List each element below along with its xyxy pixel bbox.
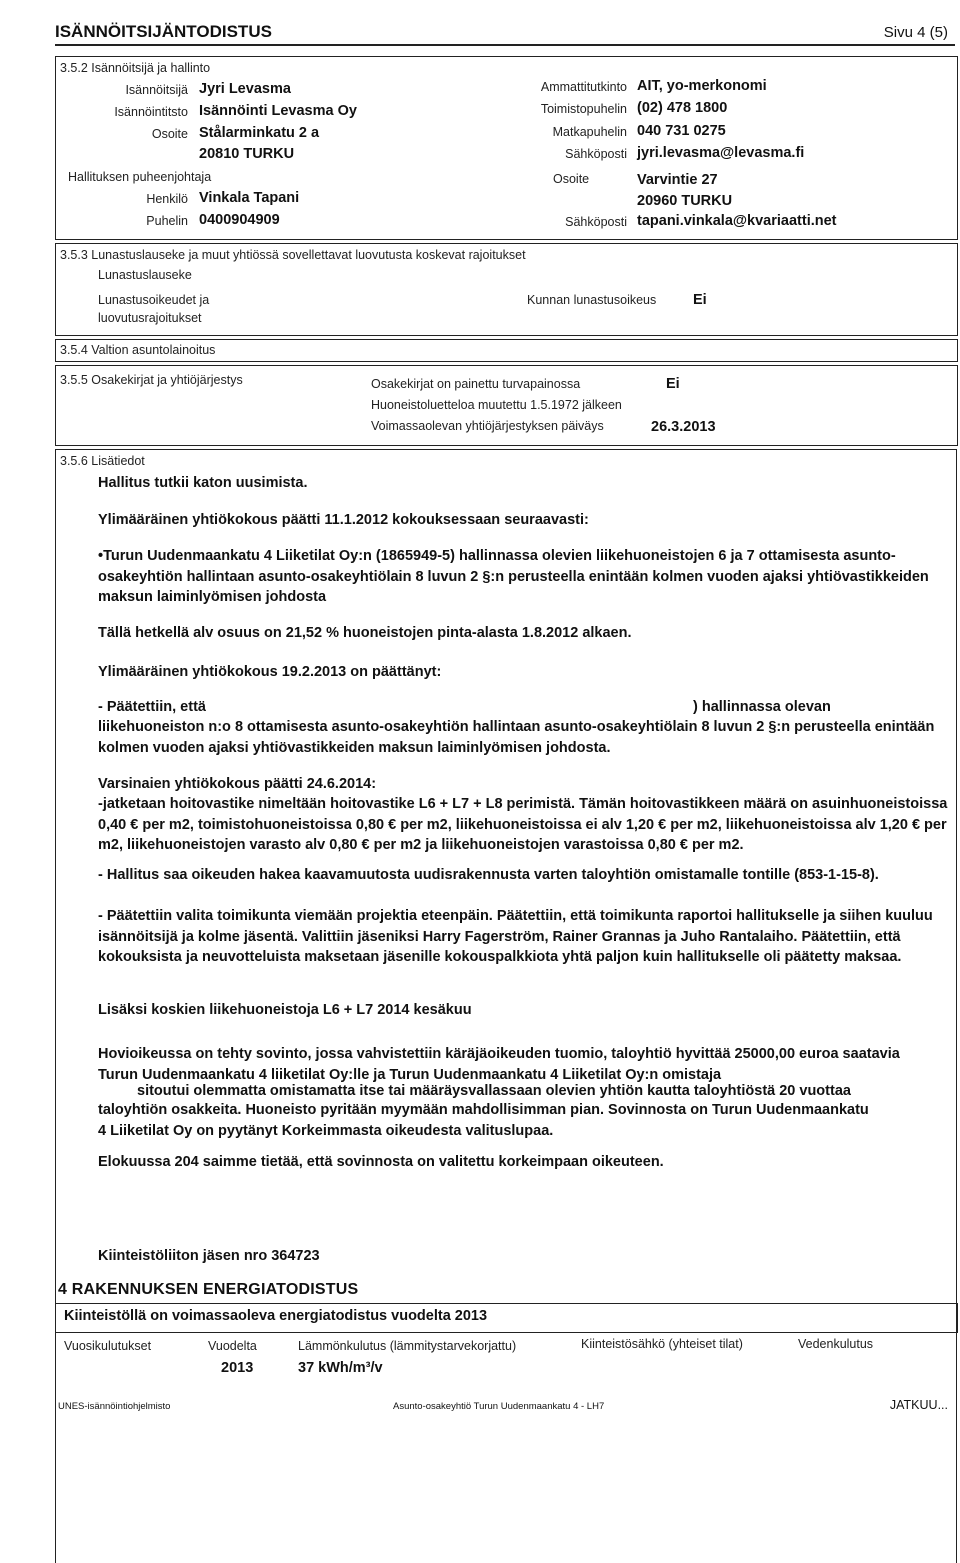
chair-person-value: Vinkala Tapani — [199, 190, 300, 206]
section-353-heading: 3.5.3 Lunastuslauseke ja muut yhtiössä sovellettavat luovutusta koskevat rajoitukset — [60, 248, 526, 262]
chair-phone-value: 0400904909 — [199, 212, 280, 228]
qualification-label: Ammattitutkinto — [540, 80, 627, 94]
info-decision-start: - Päätettiin, että — [98, 699, 206, 715]
redemption-rights-label: Lunastusoikeudet ja — [98, 293, 210, 307]
energy-heat-value: 37 kWh/m³/v — [298, 1360, 383, 1376]
energy-cert-text: Kiinteistöllä on voimassaoleva energiatodistus vuodelta 2013 — [64, 1308, 488, 1324]
chair-address-value: Varvintie 27 — [637, 172, 718, 188]
info-zoning-change: - Hallitus saa oikeuden hakea kaavamuutosta uudisrakennusta varten taloyhtiön omistamalle tontille (853-1-15-8). — [98, 867, 879, 883]
mobile-phone-label: Matkapuhelin — [552, 125, 627, 139]
chair-email-label: Sähköposti — [565, 215, 627, 229]
info-meeting-2013: Ylimääräinen yhtiökokous 19.2.2013 on päättänyt: — [98, 664, 442, 680]
articles-date-value: 26.3.2013 — [651, 419, 716, 435]
qualification-value: AIT, yo-merkonomi — [637, 78, 767, 94]
management-company-value: Isännöinti Levasma Oy — [199, 103, 357, 119]
share-cert-label: Osakekirjat on painettu turvapainossa — [371, 377, 581, 391]
section-352-heading: 3.5.2 Isännöitsijä ja hallinto — [60, 61, 211, 75]
municipal-redemption-value: Ei — [693, 292, 707, 308]
office-phone-label: Toimistopuhelin — [540, 102, 627, 116]
transfer-restrictions-label: luovutusrajoitukset — [98, 311, 202, 325]
office-phone-value: (02) 478 1800 — [637, 100, 728, 116]
info-committee: - Päätettiin valita toimikunta viemään projektia eteenpäin. Päätettiin, että toimikunta raportoi hallitukselle ja siihen kuuluu isännöitsijä ja kolme jäsentä. Valittiin jäseniksi Harry Fagerström, Rainer Grannas ja Juho Rantalaiho. Päätettiin, että kokouksista ja neuvotteluista maksetaan jäsenille kokouspalkkiota yhtä paljon kuin hallitukselle oli päätetty maksaa. — [98, 908, 933, 965]
info-meeting-2012: Ylimääräinen yhtiökokous päätti 11.1.2012 kokouksessaan seuraavasti: — [98, 512, 589, 528]
chair-heading: Hallituksen puheenjohtaja — [68, 170, 212, 184]
section-356-right-border — [956, 449, 957, 1563]
chair-phone-label: Puhelin — [146, 214, 188, 228]
footer-company: Asunto-osakeyhtiö Turun Uudenmaankatu 4 - LH7 — [393, 1401, 605, 1412]
redemption-clause-label: Lunastuslauseke — [98, 268, 192, 282]
section-355-heading: 3.5.5 Osakekirjat ja yhtiöjärjestys — [60, 373, 243, 387]
info-premises-2014: Lisäksi koskien liikehuoneistoja L6 + L7 2014 kesäkuu — [98, 1002, 472, 1018]
register-changed-label: Huoneistoluetteloa muutettu 1.5.1972 jälkeen — [371, 398, 622, 412]
footer-continues: JATKUU... — [889, 1398, 948, 1412]
info-decision-mid: ) hallinnassa olevan — [693, 699, 831, 715]
col-heat-consumption: Lämmönkulutus (lämmitystarvekorjattu) — [298, 1339, 517, 1353]
manager-postal-value: 20810 TURKU — [199, 146, 295, 162]
info-meeting-2014: Varsinaien yhtiökokous päätti 24.6.2014: — [98, 776, 377, 792]
info-vat-share: Tällä hetkellä alv osuus on 21,52 % huoneistojen pinta-alasta 1.8.2012 alkaen. — [98, 625, 632, 641]
col-year: Vuodelta — [208, 1339, 257, 1353]
col-water-consumption: Vedenkulutus — [798, 1337, 874, 1351]
info-decision-body: liikehuoneiston n:o 8 ottamisesta asunto-osakeyhtiön hallintaan asunto-osakeyhtiölain 8 luvun 2 §:n perusteella enintään kolmen vuoden ajaksi yhtiövastikkeiden maksun laiminlyömisen johdosta. — [98, 719, 935, 756]
section-354-heading: 3.5.4 Valtion asuntolainoitus — [60, 343, 216, 357]
chair-email-value[interactable]: tapani.vinkala@kvariaatti.net — [637, 213, 837, 229]
col-property-electricity: Kiinteistösähkö (yhteiset tilat) — [581, 1337, 743, 1351]
manager-email-label: Sähköposti — [565, 147, 627, 161]
page-number: Sivu 4 (5) — [883, 24, 948, 41]
section-356-left-border — [55, 449, 56, 1563]
manager-label: Isännöitsijä — [125, 83, 188, 97]
footer-software: UNES-isännöintiohjelmisto — [58, 1401, 171, 1412]
municipal-redemption-label: Kunnan lunastusoikeus — [527, 293, 657, 307]
info-settlement-shares: taloyhtiön osakkeita. Huoneisto pyritään myymään mahdollisimman pian. Sovinnosta on Turun Uudenmaankatu 4 Liiketilat Oy on pyytänyt Korkeimmasta oikeudesta valituslupaa. — [98, 1102, 869, 1139]
mobile-phone-value: 040 731 0275 — [637, 123, 726, 139]
chair-postal-value: 20960 TURKU — [637, 193, 733, 209]
share-cert-value: Ei — [666, 376, 680, 392]
header-rule — [55, 44, 955, 46]
management-company-label: Isännöintitsto — [114, 105, 188, 119]
membership-number: Kiinteistöliiton jäsen nro 364723 — [98, 1248, 320, 1264]
section-356-top-border — [55, 449, 956, 450]
info-settlement-commitment: sitoutui olemmatta omistamatta itse tai määräysvallassaan olevien yhtiön kautta taloyhtiöstä 20 vuottaa — [137, 1083, 851, 1099]
manager-address-label: Osoite — [151, 127, 188, 141]
col-annual-consumption: Vuosikulutukset — [64, 1339, 152, 1353]
info-maintenance-fee: -jatketaan hoitovastike nimeltään hoitovastike L6 + L7 + L8 perimistä. Tämän hoitovastikkeen määrä on asuinhuoneistoissa 0,40 € per m2, toimistohuoneistoissa 0,80 € per m2, liikehuoneistoissa ei alv 1,20 € per m2, liikehuoneistoissa alv 1,20 € per m2, liikehuoneistojen varasto alv 0,80 € per m2 ja liikehuoneistojen varastoissa 0,80 € per m2. — [98, 796, 948, 853]
info-roof: Hallitus tutkii katon uusimista. — [98, 475, 308, 491]
manager-email-value[interactable]: jyri.levasma@levasma.fi — [637, 145, 805, 161]
chair-person-label: Henkilö — [146, 192, 188, 206]
energy-year-value: 2013 — [221, 1360, 254, 1376]
articles-date-label: Voimassaolevan yhtiöjärjestyksen päiväys — [371, 419, 604, 433]
manager-value: Jyri Levasma — [199, 81, 291, 97]
info-premises-takeover: •Turun Uudenmaankatu 4 Liiketilat Oy:n (1865949-5) hallinnassa olevien liikehuoneistojen 6 ja 7 ottamisesta asunto-osakeyhtiön hallintaan asunto-osakeyhtiölain 8 luvun 2 §:n perusteella enintään kolmen vuoden ajaksi yhtiövastikkeiden maksun laiminlyömisen johdosta — [98, 548, 929, 605]
manager-address-value: Stålarminkatu 2 a — [199, 125, 320, 141]
section-356-heading: 3.5.6 Lisätiedot — [60, 454, 145, 468]
energy-section-title: 4 RAKENNUKSEN ENERGIATODISTUS — [58, 1281, 359, 1298]
document-title: ISÄNNÖITSIJÄNTODISTUS — [55, 22, 272, 41]
info-settlement: Hovioikeussa on tehty sovinto, jossa vahvistettiin käräjäoikeuden tuomio, taloyhtiö hyvittää 25000,00 euroa saatavia Turun Uudenmaankatu 4 liiketilat Oy:lle ja Turun Uudenmaankatu 4 Liiketilat Oy:n omistaja — [98, 1046, 900, 1083]
info-appeal: Elokuussa 204 saimme tietää, että sovinnosta on valitettu korkeimpaan oikeuteen. — [98, 1154, 664, 1170]
chair-address-label: Osoite — [553, 172, 590, 186]
